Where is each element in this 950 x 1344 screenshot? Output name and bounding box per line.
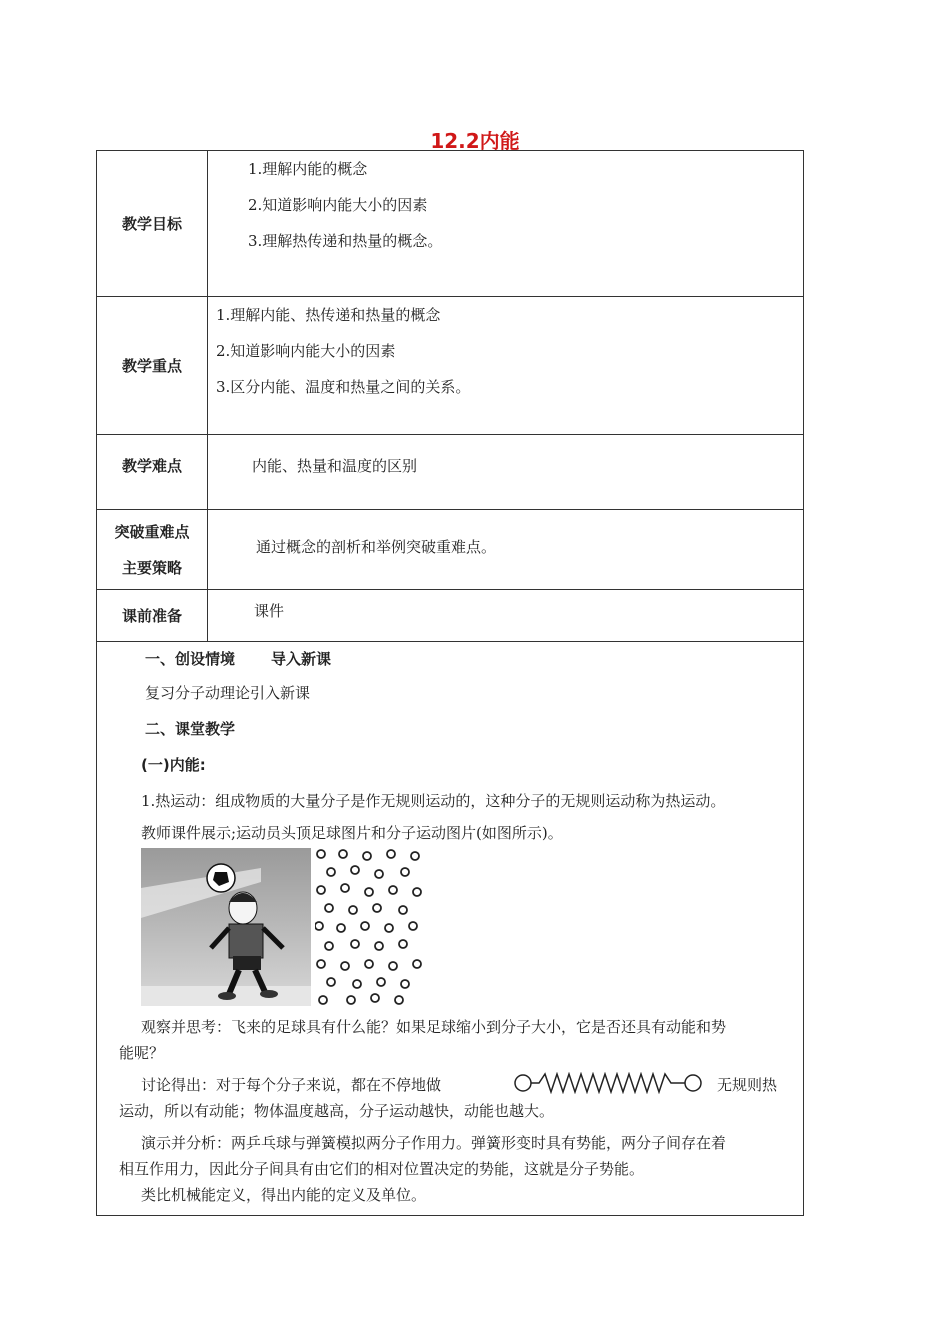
subsection1-heading: (一)内能: bbox=[141, 756, 206, 774]
discuss-text-a: 讨 bbox=[141, 1076, 157, 1094]
spring-model-icon bbox=[513, 1072, 703, 1094]
keypoints-cell bbox=[208, 297, 804, 435]
molecule-motion-illustration bbox=[315, 848, 427, 1006]
difficulty-cell bbox=[208, 435, 804, 510]
page-title: 12.2内能 bbox=[430, 129, 520, 153]
goal-item: 3.理解热传递和热量的概念。 bbox=[248, 232, 443, 250]
discuss-text-b: 论得出：对于每个分子来说，都在不停地做 bbox=[156, 1076, 442, 1094]
prep-text: 课件 bbox=[254, 602, 285, 620]
content-cell bbox=[97, 642, 804, 1216]
row-keypoints bbox=[97, 297, 804, 435]
prep-cell bbox=[208, 590, 804, 642]
strategy-text: 通过概念的剖析和举例突破重难点。 bbox=[256, 538, 497, 556]
observe-text-a: 观察并思考：飞来的足球具有什么能？如果足球缩小到分子大小， bbox=[141, 1018, 577, 1036]
paragraph-demo: 演示并分析：两乒乓球与弹簧模拟两分子作用力。弹簧形变时具有势能，两分子间存在着 bbox=[141, 1134, 727, 1152]
goal-item: 2.知道影响内能大小的因素 bbox=[248, 196, 428, 214]
lesson-plan-table bbox=[96, 150, 804, 1216]
difficulty-text: 内能、热量和温度的区别 bbox=[252, 457, 418, 475]
row-goals bbox=[97, 151, 804, 297]
observe-text-b: 它是否还具有动能和势 bbox=[576, 1018, 727, 1036]
row-strategy bbox=[97, 510, 804, 590]
section1-heading-a: 一、创设情境 bbox=[145, 650, 236, 668]
paragraph-courseware: 教师课件展示;运动员头顶足球图片和分子运动图片(如图所示)。 bbox=[141, 824, 563, 842]
paragraph-observe-cont: 能呢？ bbox=[119, 1044, 165, 1062]
section1-text: 复习分子动理论引入新课 bbox=[145, 684, 311, 702]
prep-label: 课前准备 bbox=[97, 590, 208, 642]
keypoint-item: 3.区分内能、温度和热量之间的关系。 bbox=[216, 378, 471, 396]
keypoints-label: 教学重点 bbox=[97, 297, 208, 435]
goal-item: 1.理解内能的概念 bbox=[248, 160, 368, 178]
row-prep bbox=[97, 590, 804, 642]
section1-heading-b: 导入新课 bbox=[271, 650, 332, 668]
keypoint-item: 2.知道影响内能大小的因素 bbox=[216, 342, 396, 360]
strategy-label bbox=[97, 510, 208, 590]
paragraph-demo-cont: 相互作用力，因此分子间具有由它们的相对位置决定的势能，这就是分子势能。 bbox=[119, 1160, 645, 1178]
soccer-header-illustration bbox=[141, 848, 311, 1006]
row-difficulty bbox=[97, 435, 804, 510]
row-content bbox=[97, 642, 804, 1216]
paragraph-discuss bbox=[141, 1074, 441, 1095]
strategy-label-line1: 突破重难点 bbox=[114, 522, 190, 541]
discuss-text-c: 无规则热 bbox=[717, 1076, 778, 1094]
strategy-label-line2: 主要策略 bbox=[121, 558, 182, 577]
paragraph-analogy: 类比机械能定义，得出内能的定义及单位。 bbox=[141, 1186, 427, 1204]
section1-heading bbox=[145, 648, 331, 669]
paragraph-discuss-cont: 运动，所以有动能；物体温度越高，分子运动越快，动能也越大。 bbox=[119, 1102, 555, 1120]
strategy-cell bbox=[208, 510, 804, 590]
difficulty-label: 教学难点 bbox=[97, 435, 208, 510]
goals-label: 教学目标 bbox=[97, 151, 208, 297]
paragraph-thermal-motion: 1.热运动：组成物质的大量分子是作无规则运动的，这种分子的无规则运动称为热运动。 bbox=[141, 792, 726, 810]
keypoint-item: 1.理解内能、热传递和热量的概念 bbox=[216, 306, 441, 324]
section2-heading: 二、课堂教学 bbox=[145, 720, 236, 738]
paragraph-observe bbox=[141, 1016, 726, 1037]
goals-cell bbox=[208, 151, 804, 297]
